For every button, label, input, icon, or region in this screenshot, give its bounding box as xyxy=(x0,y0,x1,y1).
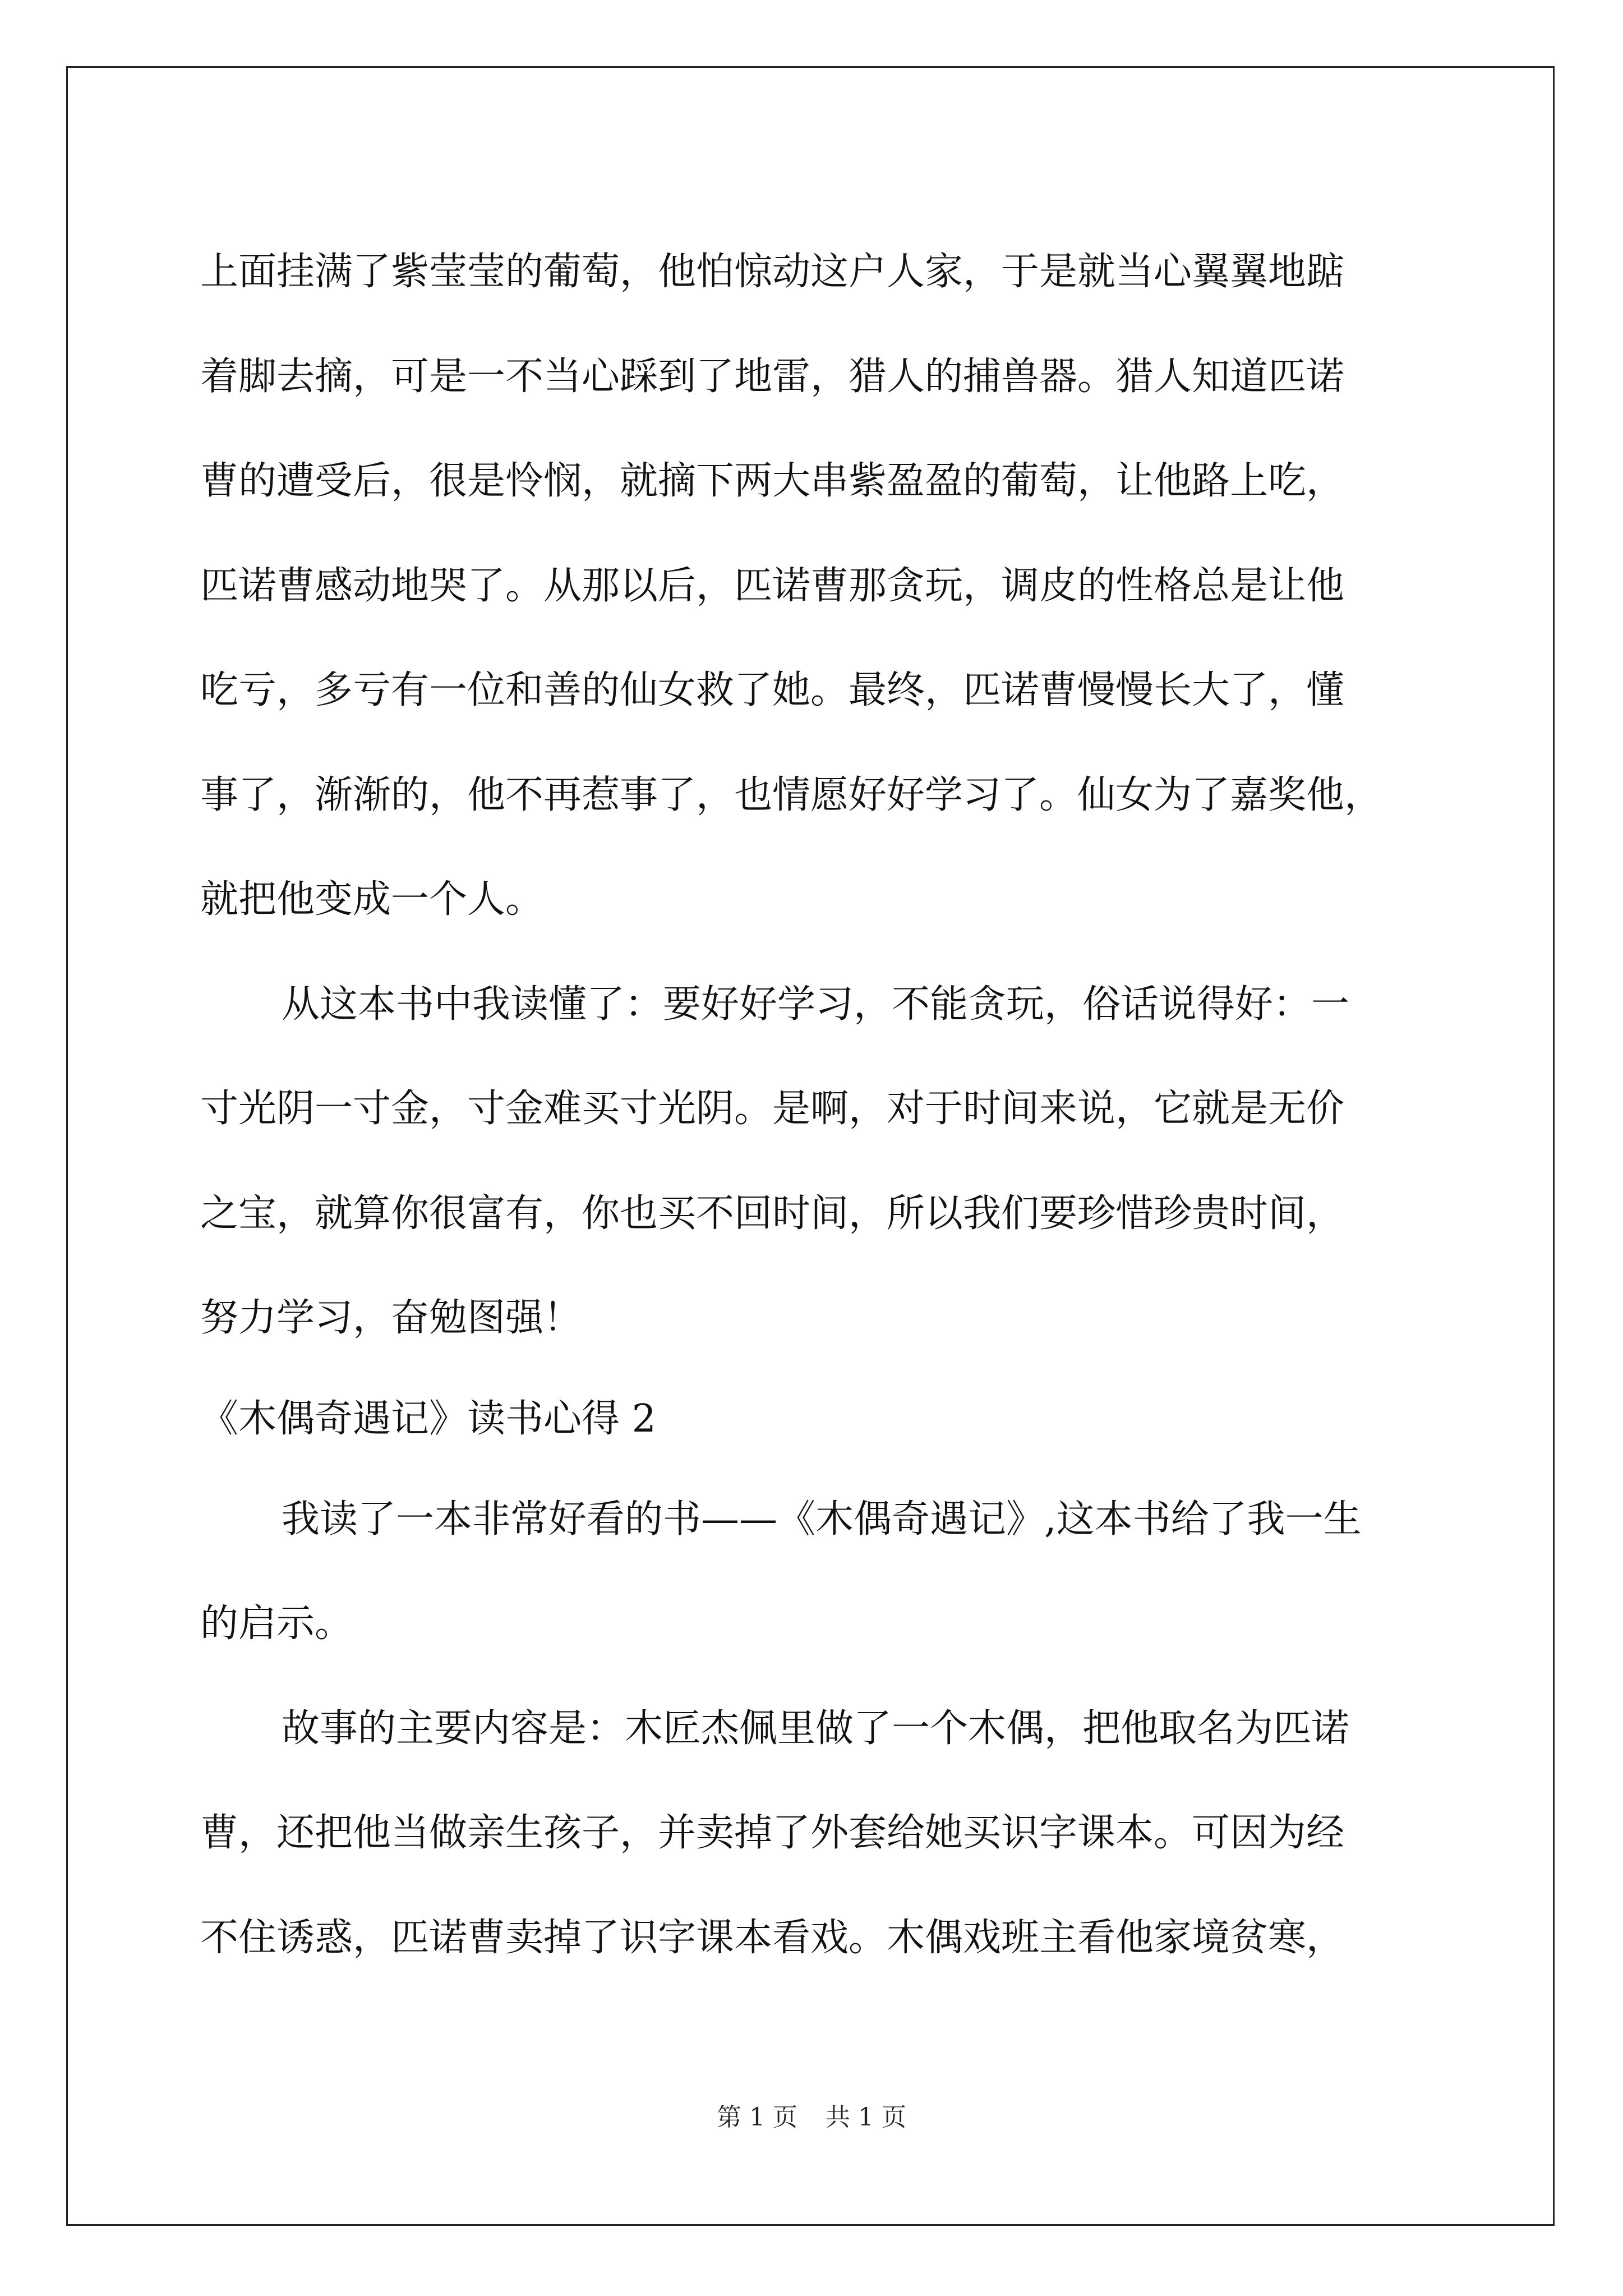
text-line: 之宝，就算你很富有，你也买不回时间，所以我们要珍惜珍贵时间， xyxy=(200,1191,1345,1236)
text-line: 匹诺曹感动地哭了。从那以后，匹诺曹那贪玩，调皮的性格总是让他 xyxy=(200,563,1345,608)
paragraph-2 xyxy=(200,953,1423,1371)
text-line: 努力学习，奋勉图强！ xyxy=(200,1296,582,1340)
page-total: 共 1 页 xyxy=(826,2103,906,2132)
text-line: 吃亏，多亏有一位和善的仙女救了她。最终，匹诺曹慢慢长大了，懂 xyxy=(200,668,1345,712)
text-line: 事了，渐渐的，他不再惹事了，也情愿好好学习了。仙女为了嘉奖他， xyxy=(200,772,1383,817)
text-line: 不住诱惑，匹诺曹卖掉了识字课本看戏。木偶戏班主看他家境贫寒， xyxy=(200,1915,1345,1960)
text-line: 就把他变成一个人。 xyxy=(200,877,544,922)
section-heading: 《木偶奇遇记》读书心得 2 xyxy=(200,1396,656,1441)
text-line: 曹，还把他当做亲生孩子，并卖掉了外套给她买识字课本。可因为经 xyxy=(200,1811,1345,1855)
text-line: 从这本书中我读懂了：要好好学习，不能贪玩，俗话说得好：一 xyxy=(282,982,1350,1027)
text-line: 上面挂满了紫莹莹的葡萄，他怕惊动这户人家，于是就当心翼翼地踮 xyxy=(200,250,1345,294)
text-line: 着脚去摘，可是一不当心踩到了地雷，猎人的捕兽器。猎人知道匹诺 xyxy=(200,354,1345,399)
text-line: 故事的主要内容是：木匠杰佩里做了一个木偶，把他取名为匹诺 xyxy=(282,1706,1350,1751)
page-footer xyxy=(0,2097,1623,2133)
paragraph-4 xyxy=(200,1677,1423,1991)
text-line: 我读了一本非常好看的书——《木偶奇遇记》,这本书给了我一生 xyxy=(282,1497,1362,1542)
text-line: 寸光阴一寸金，寸金难买寸光阴。是啊，对于时间来说，它就是无价 xyxy=(200,1087,1345,1131)
paragraph-1 xyxy=(200,220,1423,953)
paragraph-3 xyxy=(200,1467,1423,1677)
page-number: 第 1 页 xyxy=(717,2103,797,2132)
document-body xyxy=(200,220,1423,1990)
text-line: 的启示。 xyxy=(200,1602,353,1646)
text-line: 曹的遭受后，很是怜悯，就摘下两大串紫盈盈的葡萄，让他路上吃， xyxy=(200,459,1345,503)
